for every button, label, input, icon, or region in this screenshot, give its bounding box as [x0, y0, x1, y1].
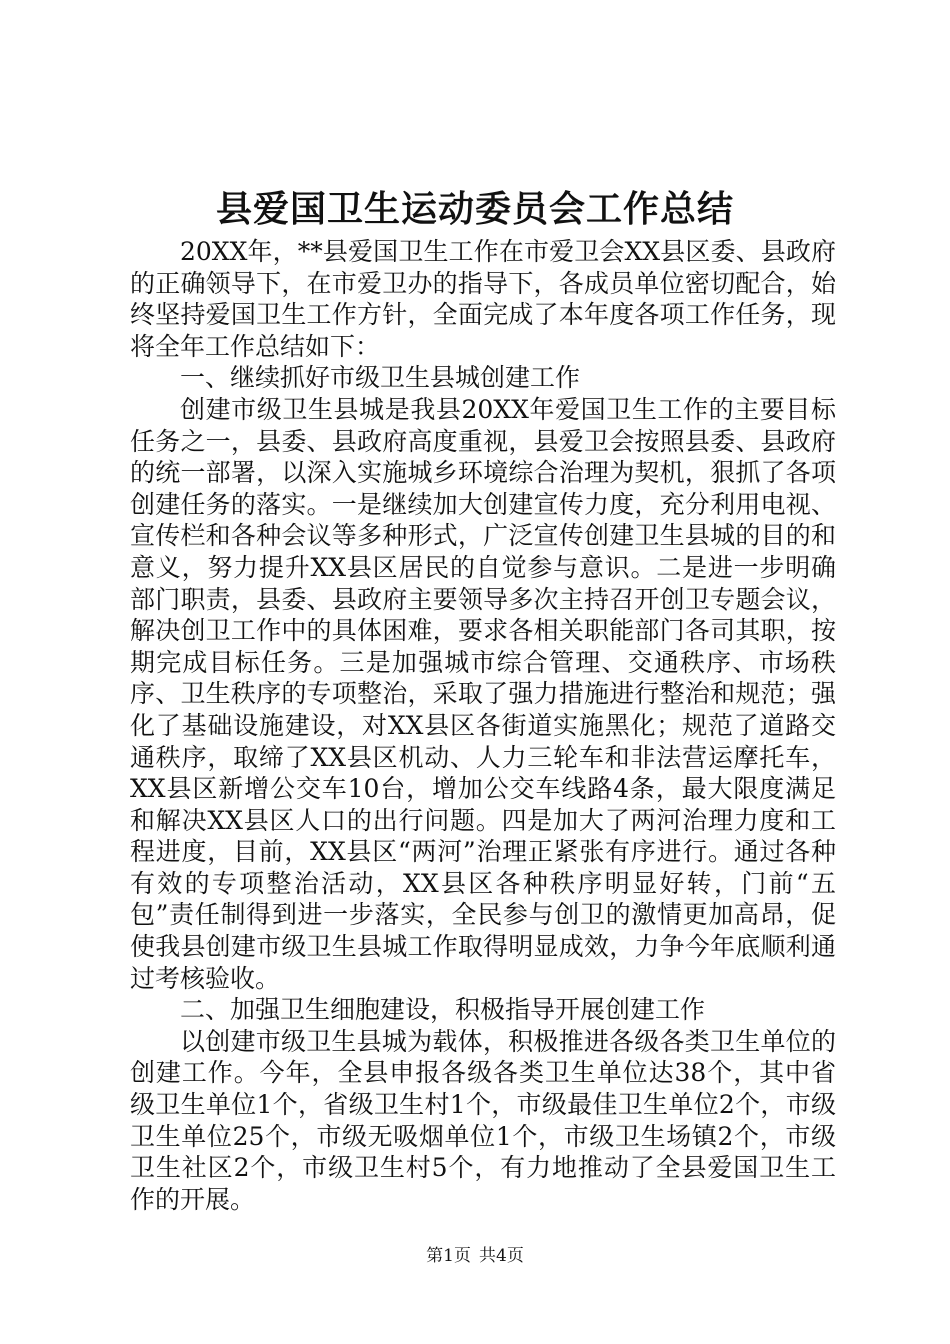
- page-footer: [0, 1244, 950, 1268]
- paragraph-intro: 20XX年，**县爱国卫生工作在市爱卫会XX县区委、县政府的正确领导下，在市爱卫办的指导下，各成员单位密切配合，始终坚持爱国卫生工作方针，全面完成了本年度各项工作任务，现将全年工作总结如下：: [130, 237, 836, 361]
- page-title: 县爱国卫生运动委员会工作总结: [215, 188, 734, 230]
- paragraph-section-2: 以创建市级卫生县城为载体，积极推进各级各类卫生单位的创建工作。今年，全县申报各级各类卫生单位达38个，其中省级卫生单位1个，省级卫生村1个，市级最佳卫生单位2个，市级卫生单位25个，市级无吸烟单位1个，市级卫生场镇2个，市级卫生社区2个，市级卫生村5个，有力地推动了全县爱国卫生工作的开展。: [130, 1026, 836, 1214]
- page-number: 第1页: [426, 1246, 471, 1266]
- document-body: [130, 236, 836, 1215]
- section-heading-1: 一、继续抓好市级卫生县城创建工作: [180, 363, 581, 393]
- paragraph-section-1: 创建市级卫生县城是我县20XX年爱国卫生工作的主要目标任务之一，县委、县政府高度重视，县爱卫会按照县委、县政府的统一部署，以深入实施城乡环境综合治理为契机，狠抓了各项创建任务的落实。一是继续加大创建宣传力度，充分利用电视、宣传栏和各种会议等多种形式，广泛宣传创建卫生县城的目的和意义，努力提升XX县区居民的自觉参与意识。二是进一步明确部门职责，县委、县政府主要领导多次主持召开创卫专题会议，解决创卫工作中的具体困难，要求各相关职能部门各司其职，按期完成目标任务。三是加强城市综合管理、交通秩序、市场秩序、卫生秩序的专项整治，采取了强力措施进行整治和规范；强化了基础设施建设，对XX县区各街道实施黑化；规范了道路交通秩序，取缔了XX县区机动、人力三轮车和非法营运摩托车，XX县区新增公交车10台，增加公交车线路4条，最大限度满足和解决XX县区人口的出行问题。四是加大了两河治理力度和工程进度，目前，XX县区“两河”治理正紧张有序进行。通过各种有效的专项整治活动，XX县区各种秩序明显好转，门前“五包”责任制得到进一步落实，全民参与创卫的激情更加高昂，促使我县创建市级卫生县城工作取得明显成效，力争今年底顺利通过考核验收。: [130, 394, 836, 993]
- section-heading-2: 二、加强卫生细胞建设，积极指导开展创建工作: [180, 995, 706, 1025]
- total-pages: 共4页: [479, 1246, 524, 1266]
